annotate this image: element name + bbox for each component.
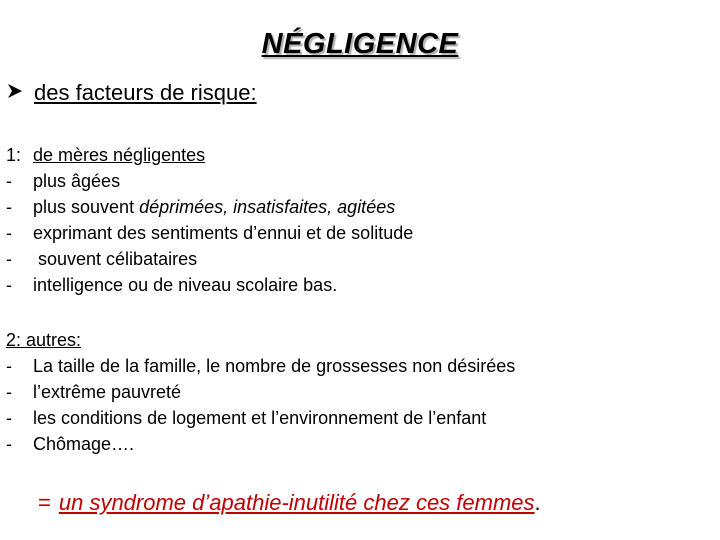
list-item-emphasis: déprimées, insatisfaites, agitées: [139, 197, 396, 217]
list-marker: -: [6, 382, 12, 402]
list-item-text: l’extrême pauvreté: [33, 382, 182, 402]
section-number: 1:: [6, 145, 22, 165]
list-marker: -: [6, 356, 12, 376]
list-item: [6, 272, 413, 298]
list-item-prefix: plus souvent: [33, 197, 140, 217]
conclusion-equals: =: [38, 490, 51, 515]
arrow-bullet-icon: [6, 82, 26, 104]
list-item-text: La taille de la famille, le nombre de grossesses non désirées: [33, 356, 516, 376]
list-item-text: les conditions de logement et l’environnement de l’enfant: [33, 408, 487, 428]
conclusion: [38, 490, 541, 516]
list-marker: -: [6, 249, 12, 269]
section-others: [6, 327, 515, 457]
list-item-text: exprimant des sentiments d’ennui et de solitude: [33, 223, 414, 243]
list-item-text: souvent célibataires: [33, 249, 198, 269]
list-marker: -: [6, 223, 12, 243]
list-marker: -: [6, 434, 12, 454]
list-marker: -: [6, 197, 12, 217]
page-title-text: NÉGLIGENCE: [261, 28, 459, 60]
subtitle-row: [6, 80, 257, 106]
list-item: [6, 168, 413, 194]
conclusion-period: .: [534, 490, 541, 515]
section-heading-row: [6, 327, 515, 353]
list-item: [6, 246, 413, 272]
list-item: [6, 379, 515, 405]
section-mothers: [6, 142, 413, 298]
section-heading-row: [6, 142, 413, 168]
list-item: [6, 431, 515, 457]
section-heading: de mères négligentes: [33, 145, 206, 165]
list-marker: -: [6, 408, 12, 428]
list-item-text: plus âgées: [33, 171, 121, 191]
list-item: [6, 405, 515, 431]
conclusion-phrase: un syndrome d’apathie-inutilité chez ces femmes: [58, 490, 535, 515]
list-item-text: Chômage….: [33, 434, 135, 454]
list-marker: -: [6, 275, 12, 295]
subtitle-text: des facteurs de risque:: [34, 80, 257, 105]
page-title: [0, 28, 720, 61]
list-item: [6, 220, 413, 246]
list-marker: -: [6, 171, 12, 191]
list-item-text: intelligence ou de niveau scolaire bas.: [33, 275, 338, 295]
section-heading: 2: autres:: [6, 330, 82, 350]
list-item: [6, 194, 413, 220]
list-item: [6, 353, 515, 379]
list-item-text: [33, 194, 395, 220]
